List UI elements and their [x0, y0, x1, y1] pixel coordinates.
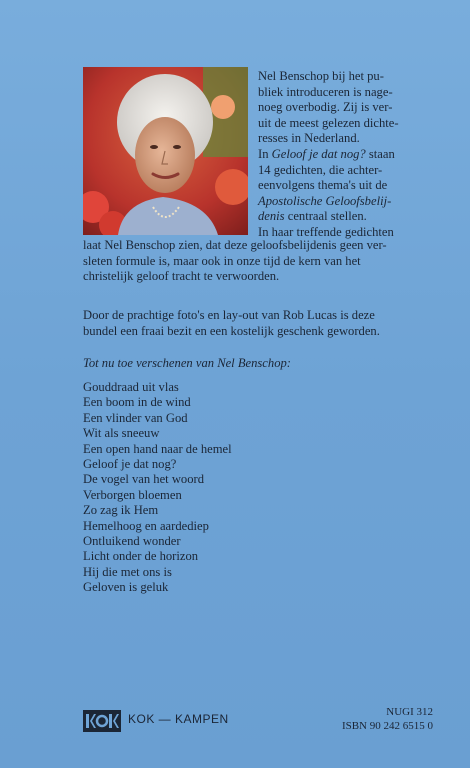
author-photo: [83, 67, 248, 235]
list-item: De vogel van het woord: [83, 472, 205, 487]
text-line: Door de prachtige foto's en lay-out van Rob Lucas is deze: [83, 308, 375, 322]
list-item: Hij die met ons is: [83, 564, 172, 579]
catalog-codes: [342, 705, 433, 733]
intro-line: resses in Nederland.: [258, 131, 360, 146]
list-item: Een open hand naar de hemel: [83, 441, 232, 456]
intro-line: Nel Benschop bij het pu-: [258, 69, 384, 83]
intro-line: denis centraal stellen.: [258, 209, 367, 224]
list-item: Een boom in de wind: [83, 395, 191, 410]
publisher-logo-icon: [83, 710, 121, 732]
text-line: sleten formule is, maar ook in onze tijd de kern van het: [83, 253, 361, 268]
description-paragraph: [83, 238, 455, 285]
bibliography-heading: Tot nu toe verschenen van Nel Benschop:: [83, 356, 291, 370]
list-item: Licht onder de horizon: [83, 549, 199, 564]
intro-line: Apostolische Geloofsbelij-: [258, 193, 392, 208]
intro-text: [258, 69, 458, 241]
intro-line: In haar treffende gedichten: [258, 224, 394, 239]
nugi-code: NUGI 312: [386, 706, 433, 718]
list-item: Ontluikend wonder: [83, 534, 181, 549]
text-line: bundel een fraai bezit en een kostelijk geschenk geworden.: [83, 323, 380, 338]
list-item: Geloven is geluk: [83, 580, 169, 595]
isbn-code: ISBN 90 242 6515 0: [341, 720, 433, 732]
list-item: Hemelhoog en aardediep: [83, 518, 209, 533]
text-line: christelijk geloof tracht te verwoorden.: [83, 269, 280, 284]
intro-line: In Geloof je dat nog? staan: [258, 146, 395, 161]
intro-line: bliek introduceren is nage-: [258, 84, 393, 99]
list-item: Geloof je dat nog?: [83, 457, 177, 472]
list-item: Gouddraad uit vlas: [83, 380, 179, 394]
list-item: Wit als sneeuw: [83, 426, 160, 441]
intro-line: eenvolgens thema's uit de: [258, 178, 388, 193]
publisher-name: KOK — KAMPEN: [128, 712, 229, 726]
text-line: laat Nel Benschop zien, dat deze geloofsbelijdenis geen ver-: [83, 238, 387, 252]
credits-paragraph: [83, 308, 455, 339]
intro-line: 14 gedichten, die achter-: [258, 162, 383, 177]
list-item: Verborgen bloemen: [83, 487, 182, 502]
intro-line: noeg overbodig. Zij is ver-: [258, 100, 393, 115]
bibliography-list: [83, 380, 455, 596]
list-item: Zo zag ik Hem: [83, 503, 159, 518]
book-title: Geloof je dat nog?: [271, 146, 366, 161]
list-item: Een vlinder van God: [83, 410, 188, 425]
intro-line: uit de meest gelezen dichte-: [258, 115, 399, 130]
